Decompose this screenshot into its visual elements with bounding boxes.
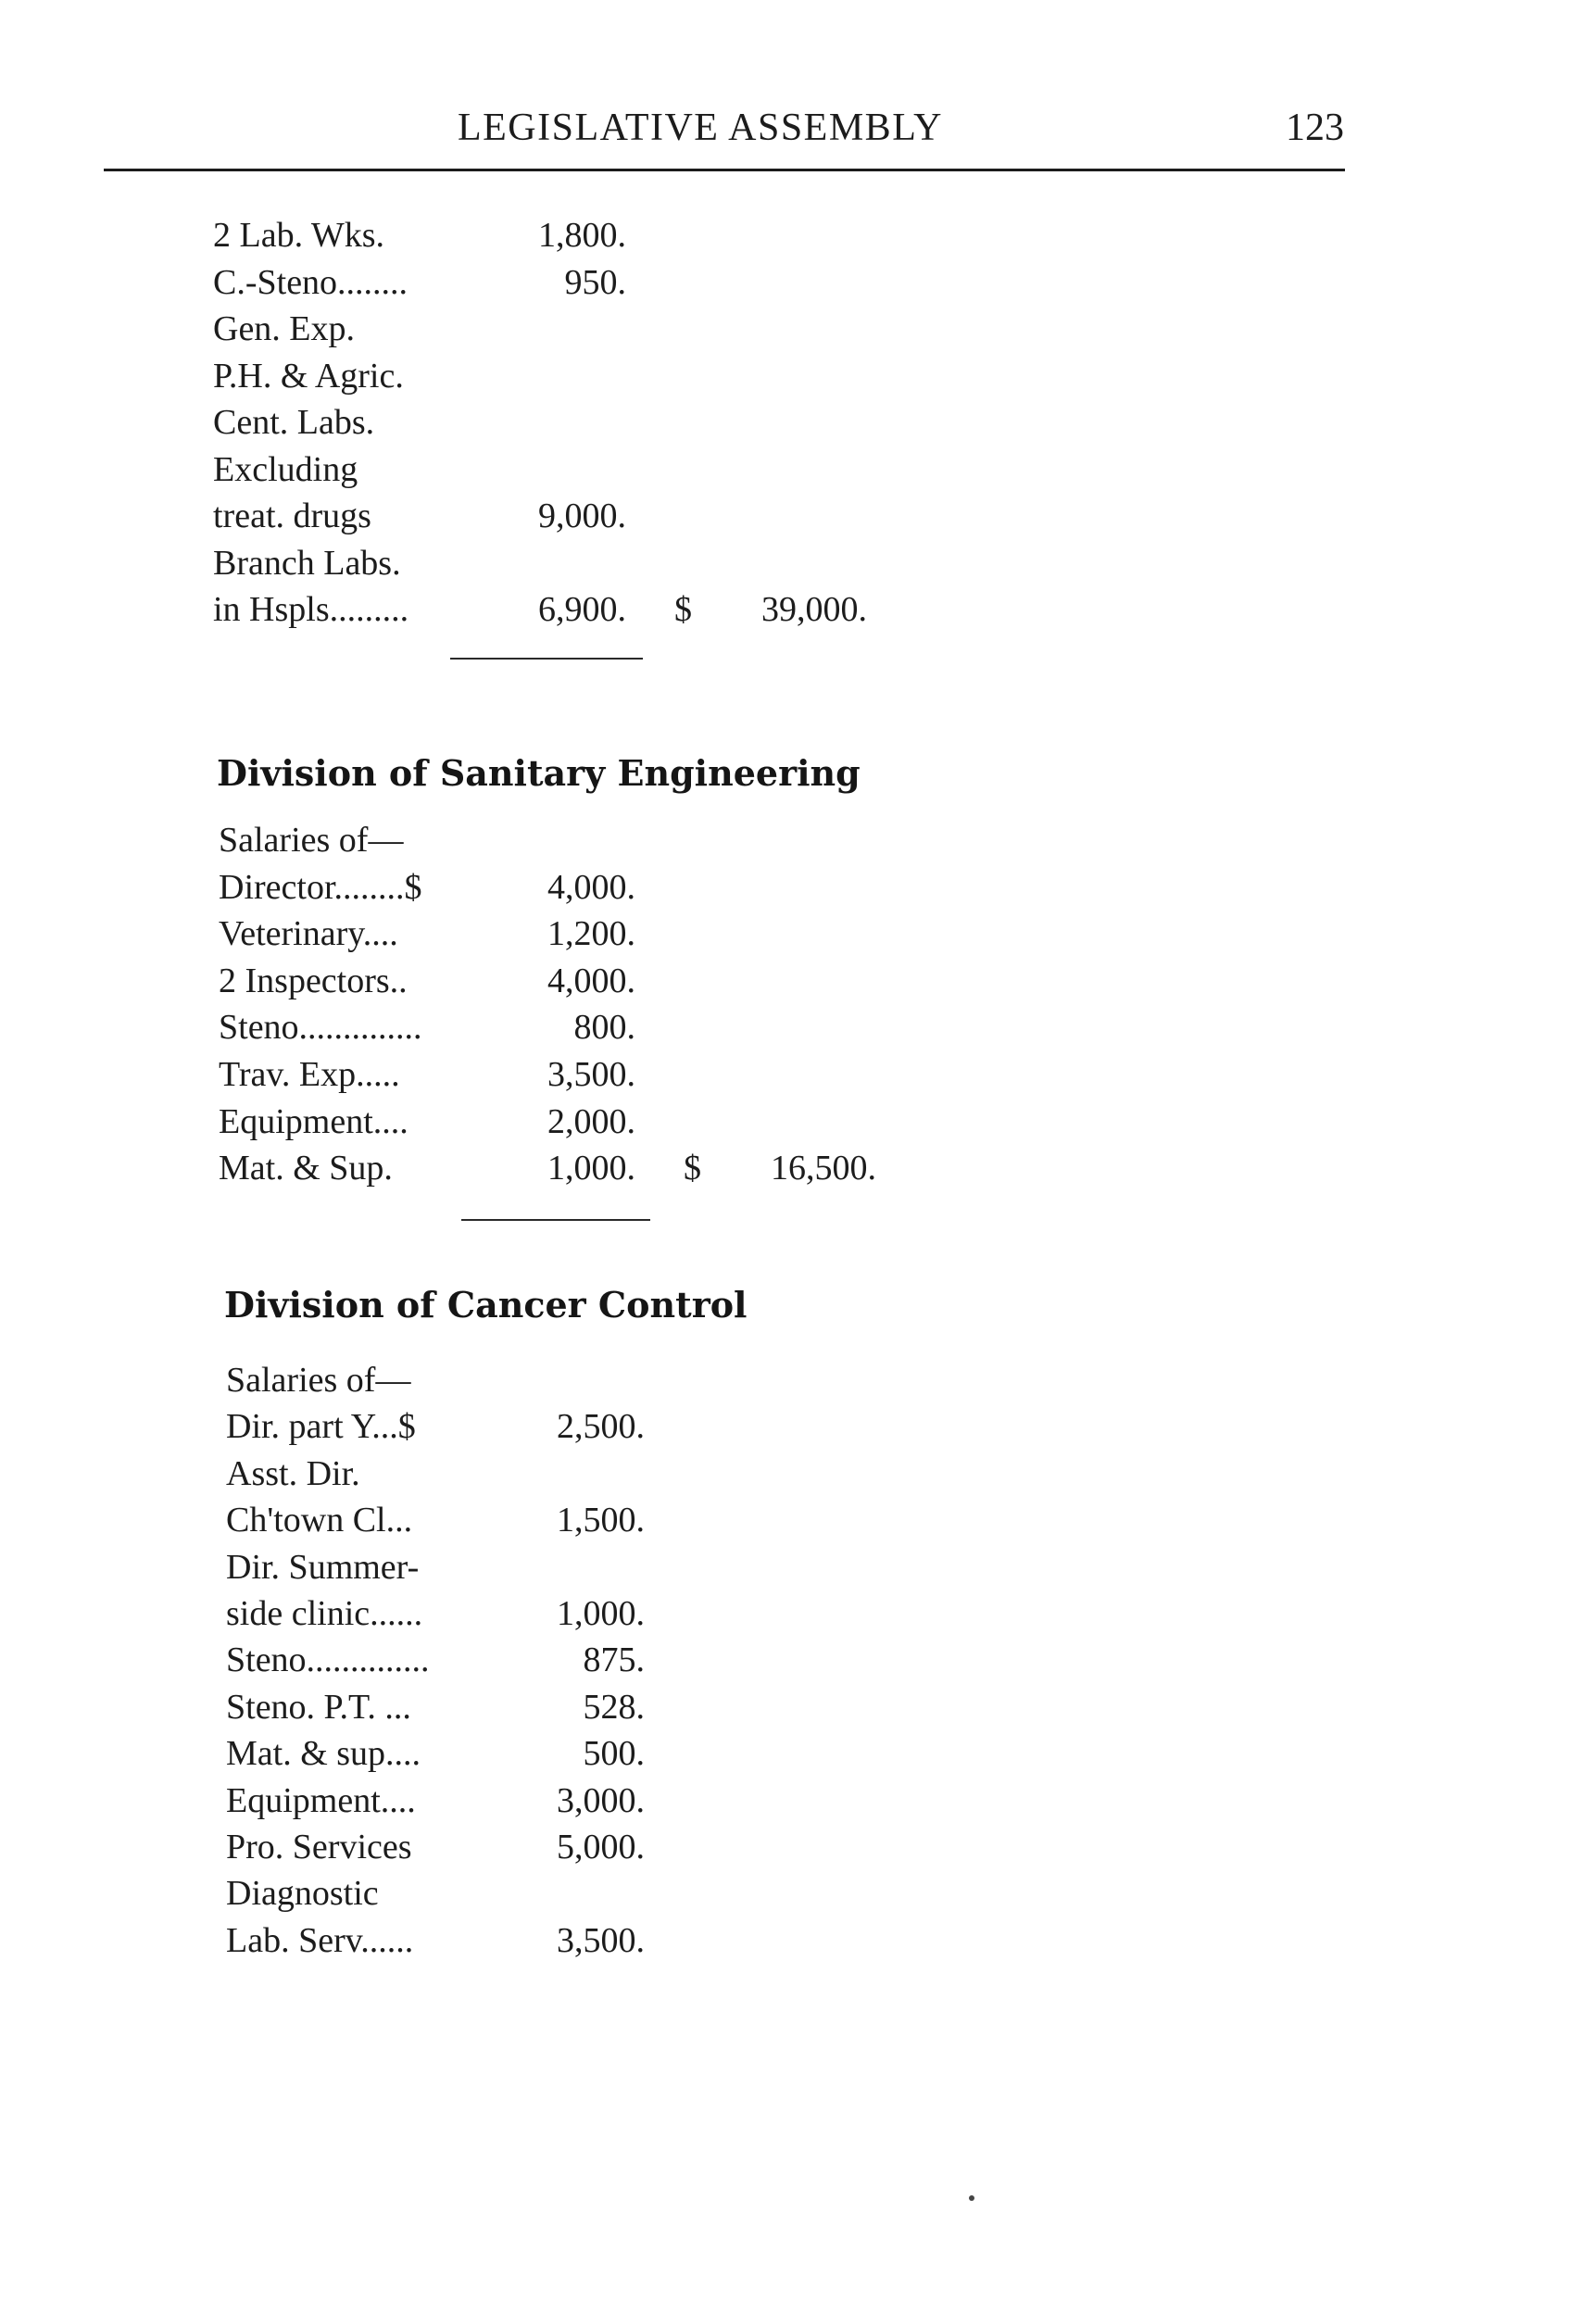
ledger-row: [0, 543, 1596, 591]
row-label: Steno..............: [226, 1640, 430, 1680]
ledger-row: [0, 1687, 1596, 1735]
row-label: Lab. Serv......: [226, 1920, 414, 1960]
row-label: Diagnostic: [226, 1874, 379, 1914]
row-amount: 528.: [583, 1687, 645, 1727]
row-amount: 4,000.: [547, 961, 635, 1000]
header-rule: [104, 169, 1345, 171]
ledger-row: [0, 1827, 1596, 1875]
ledger-row: [0, 1780, 1596, 1829]
row-label: treat. drugs: [213, 496, 371, 535]
row-label: side clinic......: [226, 1594, 423, 1633]
row-label: Branch Labs.: [213, 543, 401, 583]
row-label: Dir. Summer-: [226, 1547, 420, 1587]
row-label: Trav. Exp.....: [219, 1055, 400, 1094]
row-amount: 1,800.: [538, 216, 626, 255]
row-label: Director........$: [219, 867, 422, 907]
row-label: P.H. & Agric.: [213, 356, 404, 396]
ledger-row: [0, 402, 1596, 450]
subtotal-rule-top: [450, 658, 643, 660]
ledger-row: [0, 1453, 1596, 1502]
ledger-row: [0, 449, 1596, 497]
row-label: Steno. P.T. ...: [226, 1687, 411, 1727]
row-label: Dir. part Y...$: [226, 1407, 416, 1447]
ledger-row: [0, 1593, 1596, 1641]
row-amount: 3,500.: [547, 1055, 635, 1094]
section-heading-cancer: Division of Cancer Control: [224, 1284, 748, 1326]
row-amount: 500.: [583, 1734, 645, 1774]
row-label: Steno..............: [219, 1008, 422, 1048]
row-total: 39,000.: [761, 590, 867, 629]
row-amount: 9,000.: [538, 496, 626, 535]
row-dollar-sign: $: [674, 590, 692, 629]
row-amount: 4,000.: [547, 867, 635, 907]
ledger-row: [0, 262, 1596, 310]
row-label: Veterinary....: [219, 914, 398, 954]
row-amount: 950.: [564, 262, 626, 302]
ledger-row: [0, 913, 1596, 961]
row-label: Mat. & sup....: [226, 1734, 421, 1774]
page-number: 123: [1286, 107, 1344, 149]
ledger-row: [0, 1920, 1596, 1968]
section-heading-sanitary: Division of Sanitary Engineering: [217, 752, 861, 794]
row-amount: 1,000.: [557, 1594, 645, 1633]
row-amount: 1,200.: [547, 914, 635, 954]
ledger-row: [0, 1148, 1596, 1196]
row-label: in Hspls.........: [213, 590, 409, 629]
row-amount: 1,000.: [547, 1149, 635, 1188]
row-label: Asst. Dir.: [226, 1453, 360, 1493]
row-dollar-sign: $: [684, 1149, 701, 1188]
row-label: Ch'town Cl...: [226, 1501, 413, 1540]
ledger-row: [0, 867, 1596, 915]
row-label: 2 Lab. Wks.: [213, 216, 385, 255]
row-label: Mat. & Sup.: [219, 1149, 393, 1188]
row-label: 2 Inspectors..: [219, 961, 408, 1000]
ledger-row: [0, 1873, 1596, 1921]
ledger-row: [0, 1406, 1596, 1454]
row-label: Pro. Services: [226, 1828, 412, 1866]
row-label: Cent. Labs.: [213, 403, 375, 442]
ledger-row: [0, 589, 1596, 637]
row-label: C.-Steno........: [213, 262, 408, 302]
row-amount: 5,000.: [557, 1828, 645, 1866]
row-amount: 2,000.: [547, 1101, 635, 1141]
ledger-row: [0, 308, 1596, 357]
ledger-row: [0, 1007, 1596, 1055]
ledger-row: [0, 215, 1596, 263]
ledger-row: [0, 1360, 1596, 1408]
row-amount: 3,000.: [557, 1780, 645, 1820]
row-label: Salaries of—: [219, 821, 404, 860]
row-total: 16,500.: [771, 1149, 876, 1188]
row-amount: 3,500.: [557, 1920, 645, 1960]
row-amount: 875.: [583, 1640, 645, 1680]
ledger-row: [0, 1640, 1596, 1688]
page-header-title: LEGISLATIVE ASSEMBLY: [458, 107, 943, 149]
ledger-row: [0, 1500, 1596, 1548]
row-label: Gen. Exp.: [213, 309, 356, 348]
ledger-row: [0, 1054, 1596, 1102]
row-amount: 6,900.: [538, 590, 626, 629]
row-label: Excluding: [213, 449, 358, 489]
row-amount: 2,500.: [557, 1407, 645, 1447]
ledger-row: [0, 496, 1596, 544]
ledger-row: [0, 1733, 1596, 1781]
row-amount: 800.: [573, 1008, 635, 1048]
ledger-row: [0, 1547, 1596, 1595]
row-label: Equipment....: [226, 1780, 416, 1820]
row-label: Salaries of—: [226, 1361, 411, 1400]
ledger-row: [0, 961, 1596, 1009]
row-amount: 1,500.: [557, 1501, 645, 1540]
print-speck: [969, 2195, 974, 2201]
ledger-row: [0, 356, 1596, 404]
row-label: Equipment....: [219, 1101, 408, 1141]
ledger-row: [0, 820, 1596, 868]
ledger-row: [0, 1101, 1596, 1150]
subtotal-rule-sanitary: [461, 1219, 650, 1221]
